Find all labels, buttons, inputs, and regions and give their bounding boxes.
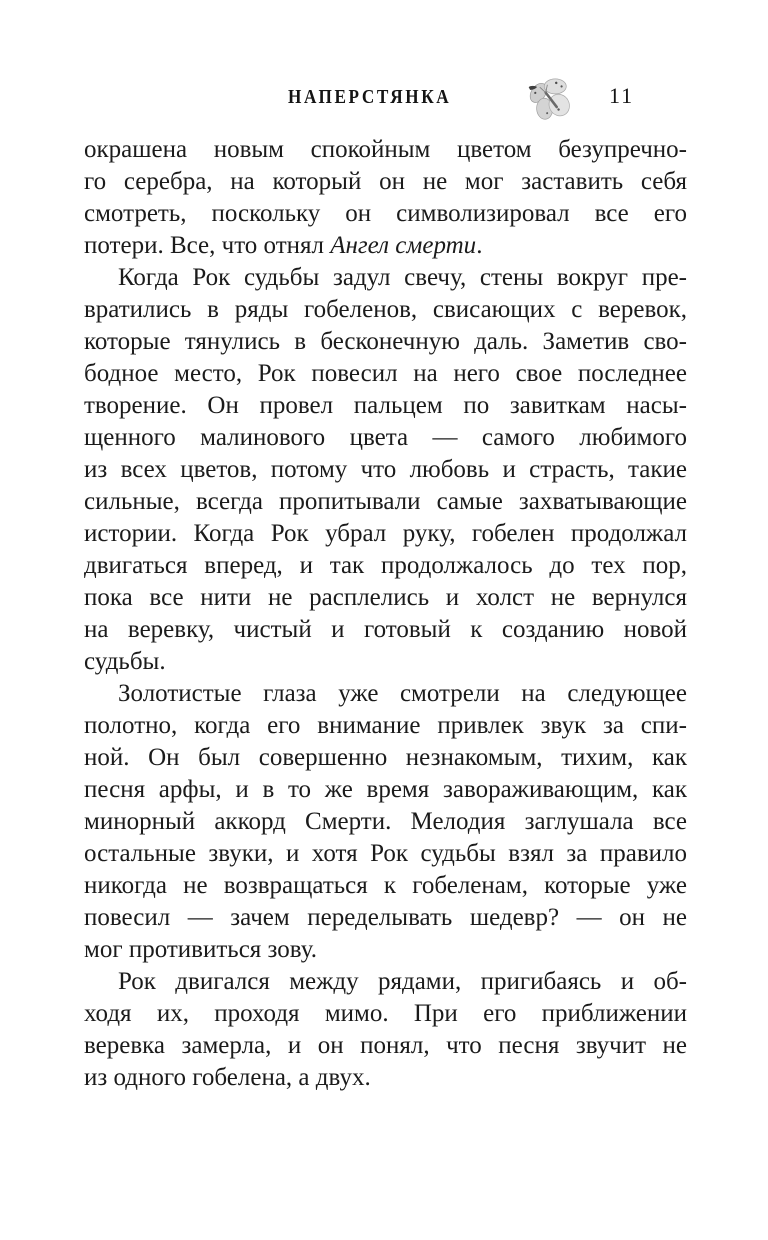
text-line: остальные звуки, и хотя Рок судьбы взял за правило [84, 840, 687, 867]
paragraph [84, 262, 687, 678]
text-line: повесил — зачем переделывать шедевр? — он не [84, 904, 687, 931]
text-line: Когда Рок судьбы задул свечу, стены вокруг пре- [118, 264, 687, 291]
text-line: полотно, когда его внимание привлек звук за спи- [84, 712, 687, 739]
text-line: го серебра, на который он не мог заставить себя [84, 168, 687, 195]
page-number: 11 [609, 83, 635, 108]
text-line: ной. Он был совершенно незнакомым, тихим, как [84, 744, 687, 771]
text-line: никогда не возвращаться к гобеленам, которые уже [84, 872, 687, 899]
text-line: двигаться вперед, и так продолжалось до тех пор, [84, 552, 687, 579]
paragraph [84, 966, 687, 1094]
text-line: смотреть, поскольку он символизировал все его [84, 200, 687, 227]
butterfly-icon [528, 75, 576, 123]
text-line: песня арфы, и в то же время завораживающим, как [84, 776, 687, 803]
text-line: минорный аккорд Смерти. Мелодия заглушала все [84, 808, 687, 835]
paragraph [84, 678, 687, 966]
body-text [84, 134, 687, 1094]
text-line: щенного малинового цвета — самого любимого [84, 424, 687, 451]
text-line: бодное место, Рок повесил на него свое последнее [84, 360, 687, 387]
text-line: пока все нити не расплелись и холст не вернулся [84, 584, 687, 611]
text-line: потери. Все, что отнял Ангел смерти. [84, 232, 483, 259]
text-line: сильные, всегда пропитывали самые захватывающие [84, 488, 687, 515]
running-title: НАПЕРСТЯНКА [288, 86, 452, 108]
italic-phrase: Ангел смерти [330, 232, 477, 259]
text-line: вратились в ряды гобеленов, свисающих с веревок, [84, 296, 687, 323]
text-line: истории. Когда Рок убрал руку, гобелен продолжал [84, 520, 687, 547]
text-line: Рок двигался между рядами, пригибаясь и об- [118, 968, 687, 995]
paragraph [84, 134, 687, 262]
text-line: мог противиться зову. [84, 936, 317, 963]
text-line: судьбы. [84, 648, 166, 675]
text-line: веревка замерла, и он понял, что песня звучит не [84, 1032, 687, 1059]
text-line: творение. Он провел пальцем по завиткам насы- [84, 392, 687, 419]
text-line: на веревку, чистый и готовый к созданию новой [84, 616, 687, 643]
text-line: ходя их, проходя мимо. При его приближении [84, 1000, 687, 1027]
text-line: из одного гобелена, а двух. [84, 1064, 371, 1091]
text-line: которые тянулись в бесконечную даль. Заметив сво- [84, 328, 687, 355]
text-line: из всех цветов, потому что любовь и страсть, такие [84, 456, 687, 483]
text-line: окрашена новым спокойным цветом безупречно- [84, 136, 687, 163]
text-line: Золотистые глаза уже смотрели на следующее [118, 680, 687, 707]
